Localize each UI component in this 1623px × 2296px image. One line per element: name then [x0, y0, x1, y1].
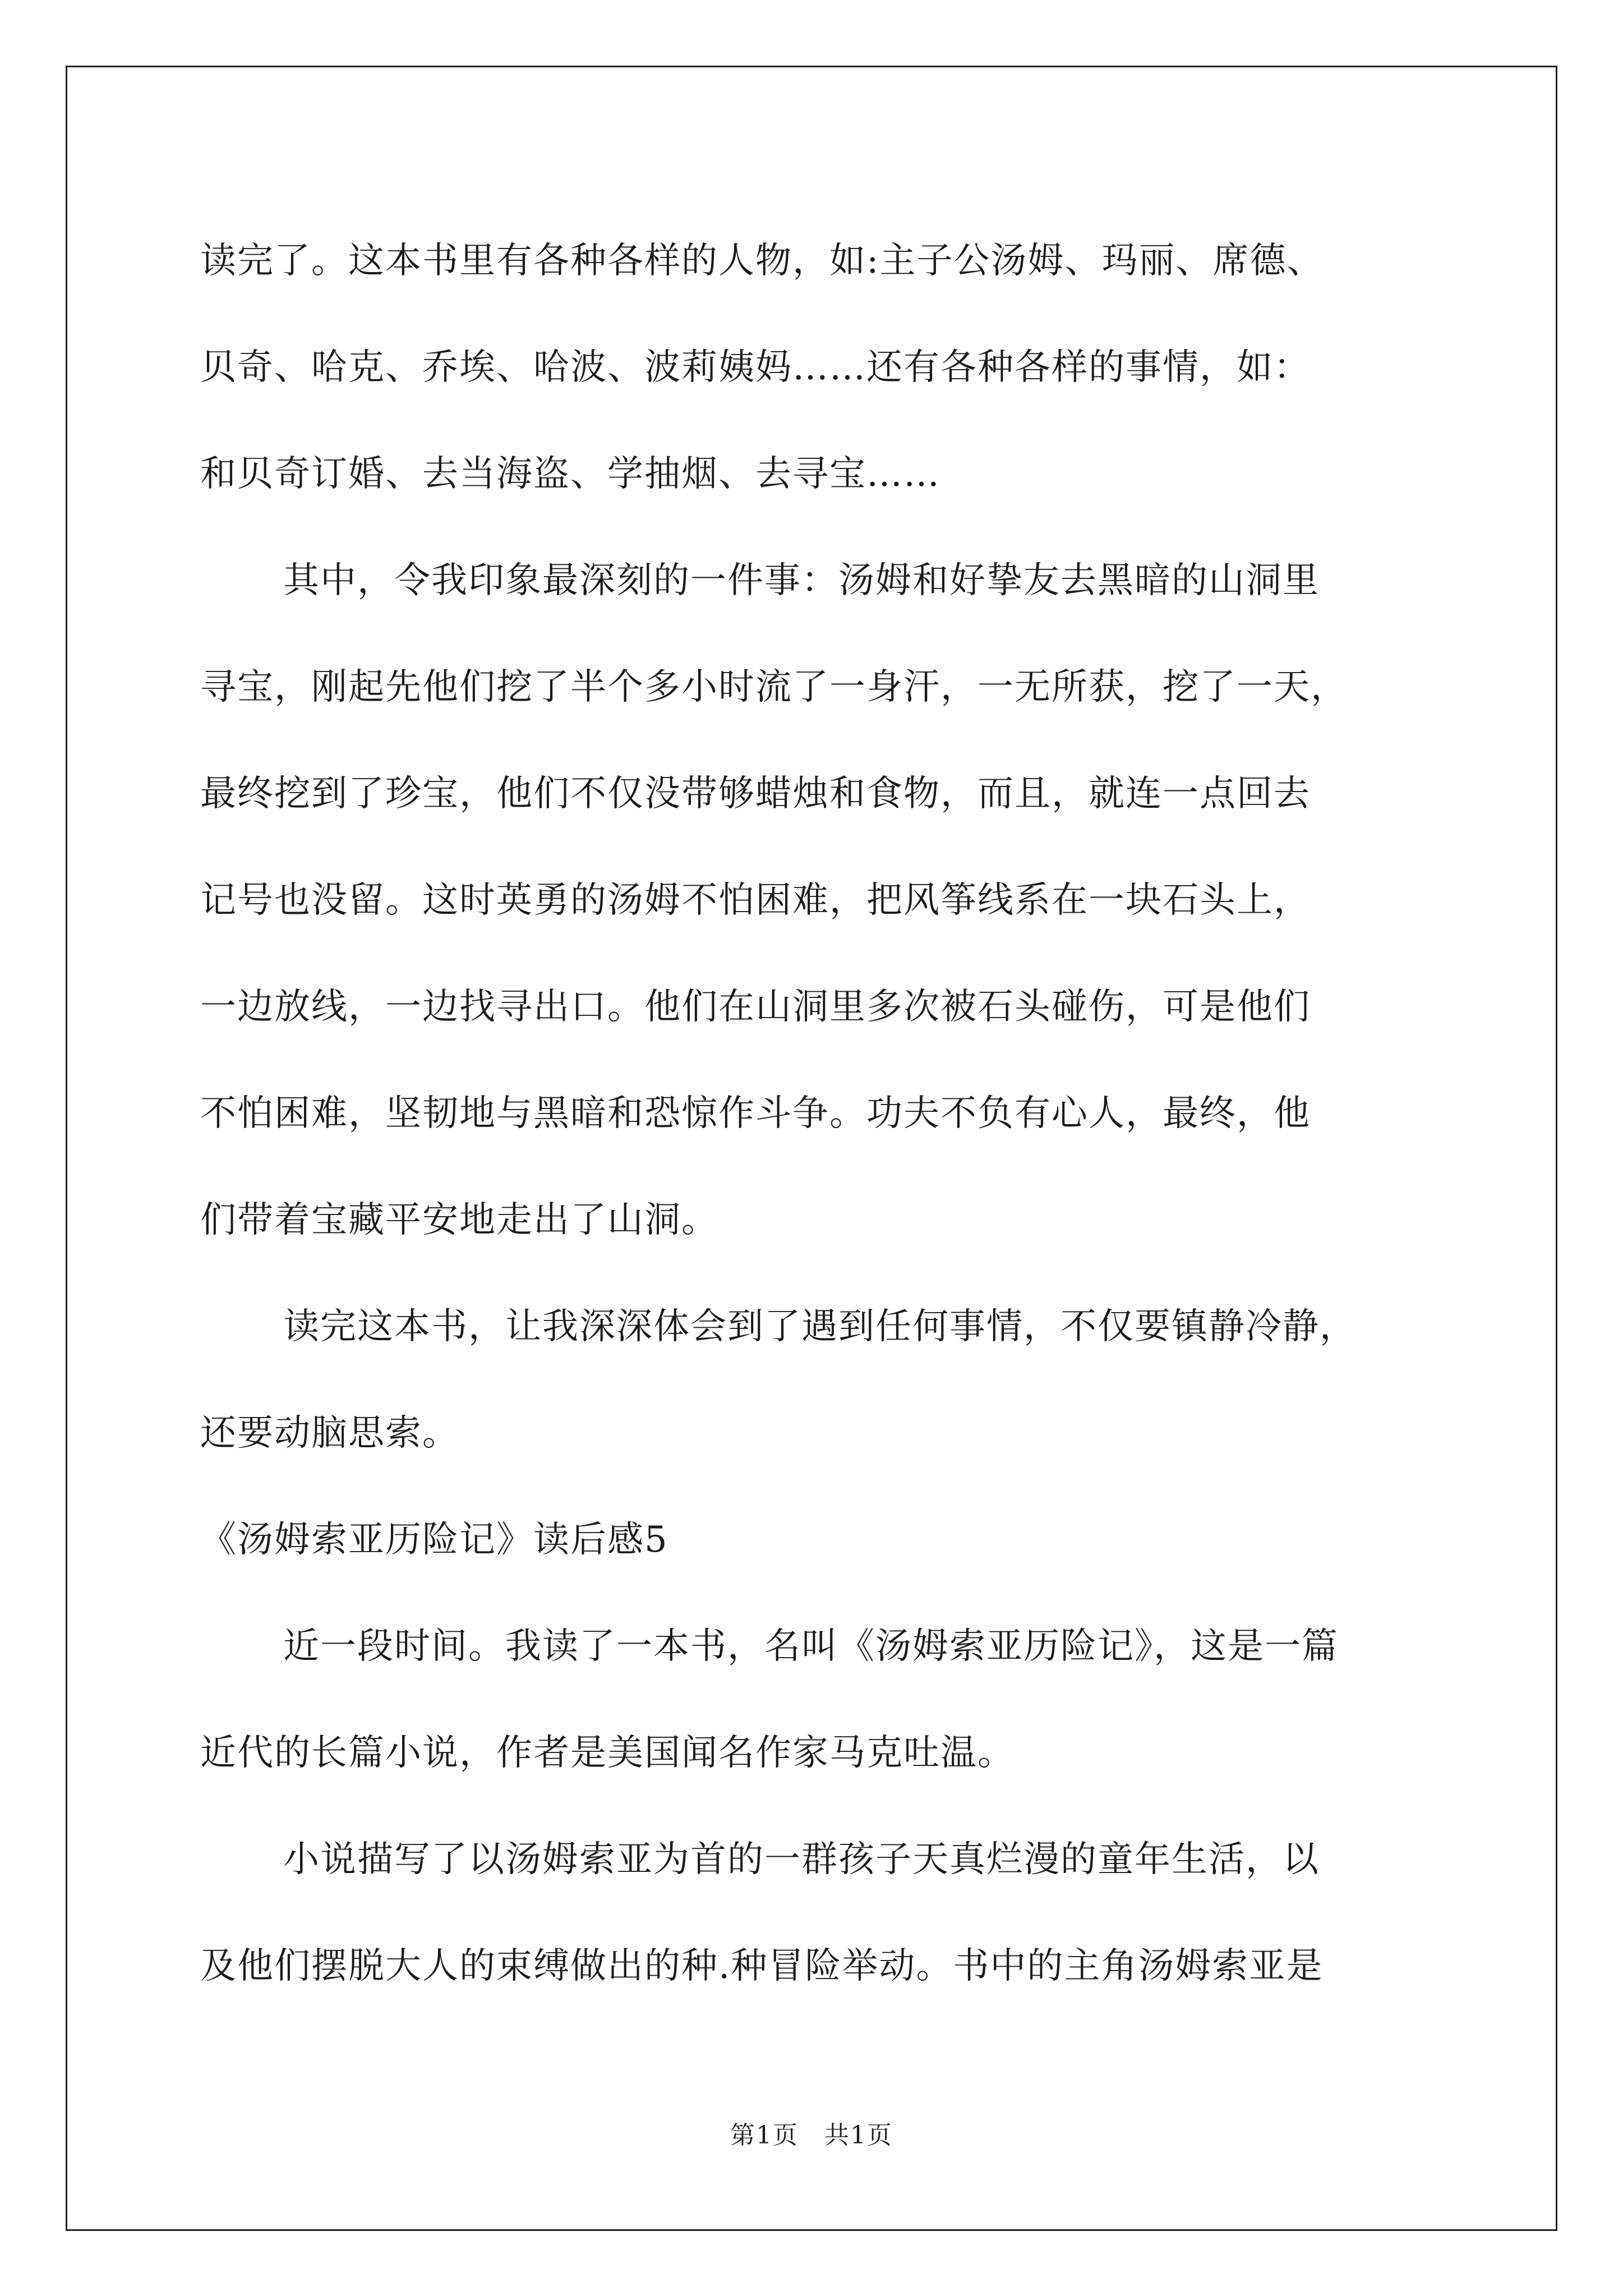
text-line: 近一段时间。我读了一本书，名叫《汤姆索亚历险记》，这是一篇	[283, 1626, 1339, 1667]
text-line: 们带着宝藏平安地走出了山洞。	[200, 1199, 718, 1241]
text-line: 最终挖到了珍宝，他们不仅没带够蜡烛和食物，而且，就连一点回去	[200, 773, 1311, 815]
text-line: 近代的长篇小说，作者是美国闻名作家马克吐温。	[200, 1732, 1015, 1774]
document-body	[200, 208, 1428, 2019]
text-line: 一边放线，一边找寻出口。他们在山洞里多次被石头碰伤，可是他们	[200, 986, 1311, 1028]
text-line: 读完这本书，让我深深体会到了遇到任何事情，不仅要镇静冷静，	[283, 1306, 1357, 1347]
text-line: 及他们摆脱大人的束缚做出的种.种冒险举动。书中的主角汤姆索亚是	[200, 1945, 1324, 1987]
text-line: 读完了。这本书里有各种各样的人物，如:主子公汤姆、玛丽、席德、	[200, 240, 1324, 282]
text-line: 记号也没留。这时英勇的汤姆不怕困难，把风筝线系在一块石头上，	[200, 880, 1311, 921]
section-heading: 《汤姆索亚历险记》读后感5	[200, 1519, 668, 1561]
text-line: 不怕困难，坚韧地与黑暗和恐惊作斗争。功夫不负有心人，最终，他	[200, 1093, 1311, 1134]
text-line: 寻宝，刚起先他们挖了半个多小时流了一身汗，一无所获，挖了一天，	[200, 666, 1348, 708]
text-line: 贝奇、哈克、乔埃、哈波、波莉姨妈……还有各种各样的事情，如：	[200, 347, 1311, 388]
text-line: 和贝奇订婚、去当海盗、学抽烟、去寻宝……	[200, 453, 940, 495]
text-line: 还要动脑思索。	[200, 1412, 459, 1454]
page-footer: 第1页 共1页	[730, 2121, 893, 2150]
text-line: 其中，令我印象最深刻的一件事：汤姆和好挚友去黑暗的山洞里	[283, 560, 1320, 601]
text-line: 小说描写了以汤姆索亚为首的一群孩子天真烂漫的童年生活，以	[283, 1839, 1320, 1880]
